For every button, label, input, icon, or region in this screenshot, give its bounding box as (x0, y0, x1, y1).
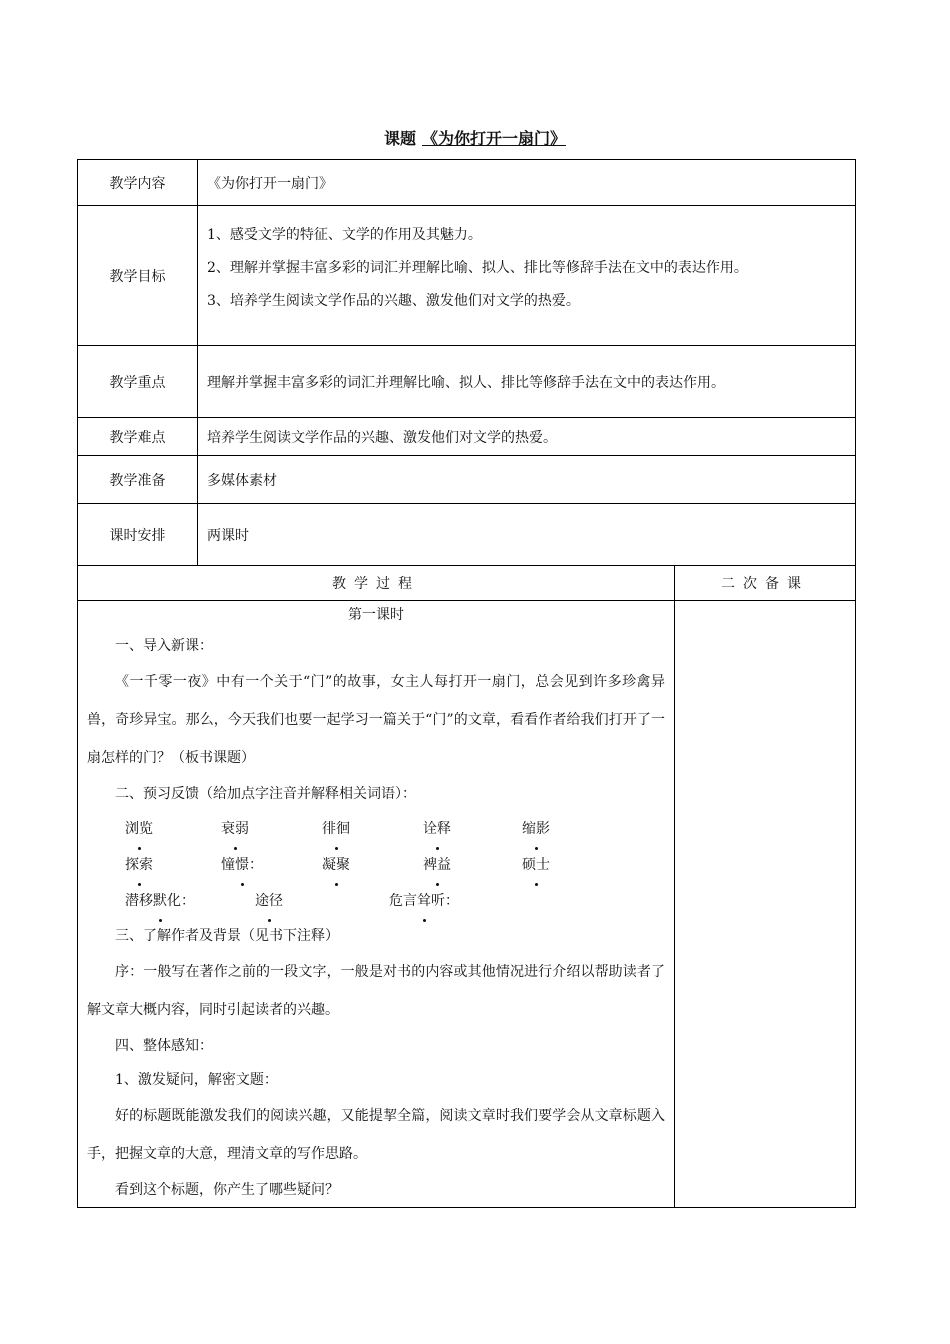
label-content: 教学内容 (78, 160, 198, 206)
section-2-heading: 二、预习反馈（给加点字注音并解释相关词语）： (115, 786, 416, 802)
value-key-point: 理解并掌握丰富多彩的词汇并理解比喻、拟人、排比等修辞手法在文中的表达作用。 (198, 346, 856, 418)
word-item: 缩影 (522, 811, 550, 847)
title-book: 《为你打开一扇门》 (422, 129, 567, 148)
secondary-prep-body (675, 601, 856, 1208)
section-1-heading: 一、导入新课： (115, 638, 213, 654)
word-item: 裨益 (423, 847, 522, 883)
word-item: 憧憬： (221, 847, 322, 883)
word-item: 潜移默化： (125, 883, 255, 919)
section-3-text: 序：一般写在著作之前的一段文字，一般是对书的内容或其他情况进行介绍以帮助读者了解文章大概内容，同时引起读者的兴趣。 (87, 964, 665, 1018)
process-body (78, 601, 675, 1208)
section-3-heading: 三、了解作者及背景（见书下注释） (115, 928, 339, 944)
label-goals: 教学目标 (78, 206, 198, 346)
goal-3: 3、培养学生阅读文学作品的兴趣、激发他们对文学的热爱。 (207, 293, 580, 309)
value-schedule: 两课时 (198, 504, 856, 566)
section-4-sub-heading: 1、激发疑问，解密文题： (115, 1072, 278, 1088)
word-item: 探索 (125, 847, 221, 883)
goal-1: 1、感受文学的特征、文学的作用及其魅力。 (207, 227, 482, 243)
page-title (0, 126, 950, 149)
word-item: 衰弱 (221, 811, 322, 847)
lesson-heading: 第一课时 (348, 607, 404, 623)
value-difficulty: 培养学生阅读文学作品的兴趣、激发他们对文学的热爱。 (198, 418, 856, 456)
question-text: 看到这个标题，你产生了哪些疑问？ (115, 1182, 339, 1198)
label-key-point: 教学重点 (78, 346, 198, 418)
label-preparation: 教学准备 (78, 456, 198, 504)
teaching-process-table (77, 565, 856, 1208)
secondary-prep-header: 二次备课 (675, 566, 856, 601)
value-preparation: 多媒体素材 (198, 456, 856, 504)
value-goals (198, 206, 856, 346)
value-content: 《为你打开一扇门》 (198, 160, 856, 206)
row-preparation (78, 456, 856, 504)
word-item: 浏览 (125, 811, 221, 847)
row-content (78, 160, 856, 206)
word-row-1 (87, 811, 665, 847)
word-item: 徘徊 (322, 811, 423, 847)
lesson-info-table (77, 159, 856, 566)
word-item: 硕士 (522, 847, 550, 883)
row-difficulty (78, 418, 856, 456)
word-row-2 (87, 847, 665, 883)
section-4-heading: 四、整体感知： (115, 1038, 213, 1054)
section-1-text: 《一千零一夜》中有一个关于“门”的故事，女主人每打开一扇门，总会见到许多珍禽异兽，奇珍异宝。那么，今天我们也要一起学习一篇关于“门”的文章，看看作者给我们打开了一扇怎样的门？（板书课题） (87, 674, 665, 766)
row-goals (78, 206, 856, 346)
process-header: 教学过程 (78, 566, 675, 601)
goal-2: 2、理解并掌握丰富多彩的词汇并理解比喻、拟人、排比等修辞手法在文中的表达作用。 (207, 260, 748, 276)
row-schedule (78, 504, 856, 566)
title-prefix: 课题 (383, 129, 416, 148)
word-item: 途径 (255, 883, 389, 919)
label-difficulty: 教学难点 (78, 418, 198, 456)
row-key-point (78, 346, 856, 418)
word-item: 危言耸听： (389, 883, 459, 919)
section-4-text: 好的标题既能激发我们的阅读兴趣，又能提挈全篇，阅读文章时我们要学会从文章标题入手，把握文章的大意，理清文章的写作思路。 (87, 1108, 665, 1162)
word-row-3 (87, 883, 665, 919)
word-item: 凝聚 (322, 847, 423, 883)
label-schedule: 课时安排 (78, 504, 198, 566)
word-item: 诠释 (423, 811, 522, 847)
